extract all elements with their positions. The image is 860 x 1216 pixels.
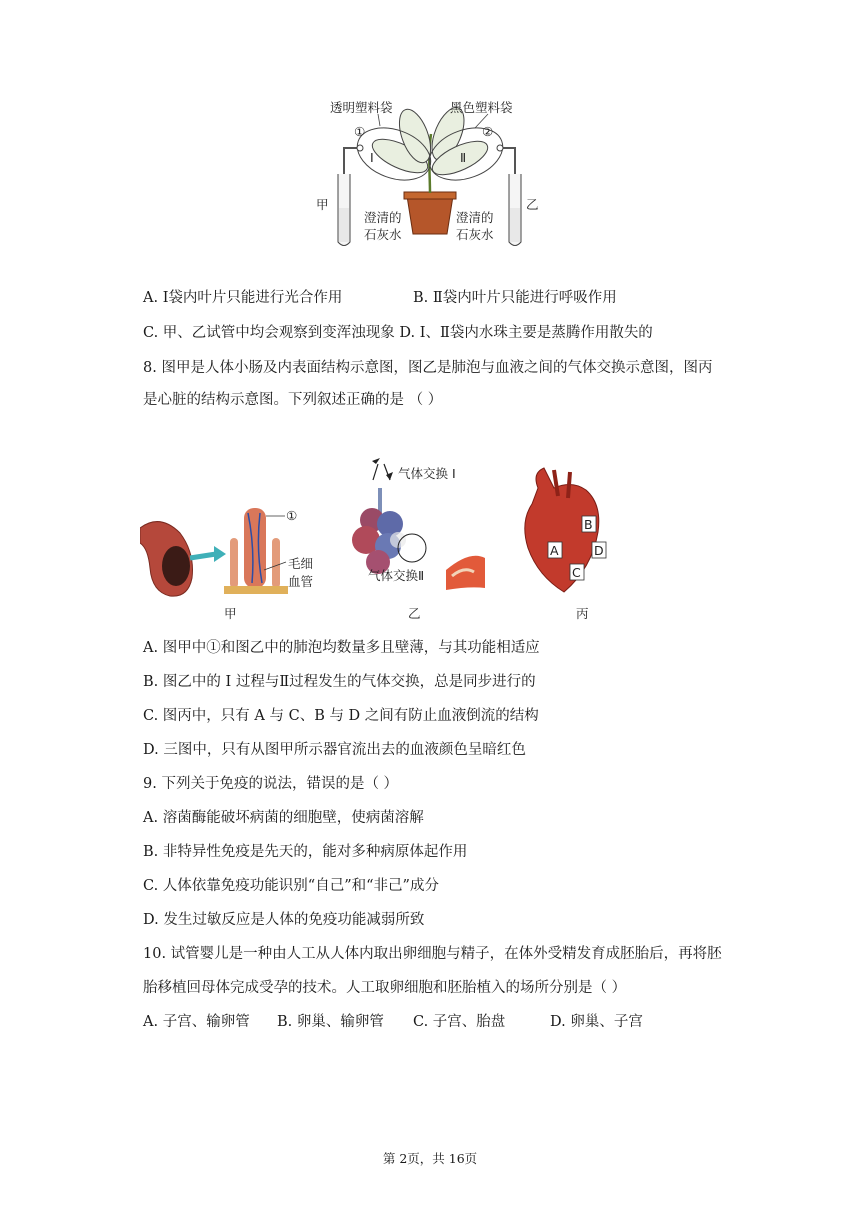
limewater-left-line2: 石灰水: [364, 227, 402, 242]
q10-option-d: D. 卵巢、子宫: [550, 1014, 643, 1030]
heart-chamber-C-label: C: [572, 565, 581, 580]
q10-option-c: C. 子宫、胎盘: [413, 1014, 506, 1030]
caption-jia: 甲: [224, 606, 237, 621]
q10-stem-line2: 胎移植回母体完成受孕的技术。人工取卵细胞和胚胎植入的场所分别是（ ）: [143, 980, 627, 996]
gas-exchange-II-label: 气体交换Ⅱ: [368, 568, 425, 583]
caption-yi: 乙: [408, 606, 421, 621]
bag-II-label: Ⅱ: [460, 150, 467, 165]
plant-experiment-figure: [310, 96, 560, 252]
heart-chamber-B-label: B: [584, 517, 593, 532]
caption-bing: 丙: [576, 606, 589, 621]
clear-bag-label: 透明塑料袋: [330, 100, 393, 115]
capillary-label-line1: 毛细: [288, 556, 314, 571]
page-footer: 第 2页，共 16页: [382, 1151, 478, 1166]
q8-option-a: A. 图甲中①和图乙中的肺泡均数量多且壁薄，与其功能相适应: [143, 640, 540, 656]
q7-option-a: A. Ⅰ袋内叶片只能进行光合作用: [143, 290, 343, 306]
capillary-label-line2: 血管: [288, 574, 314, 589]
tube-yi-label: 乙: [526, 197, 539, 212]
q8-stem-line1: 8. 图甲是人体小肠及内表面结构示意图，图乙是肺泡与血液之间的气体交换示意图，图丙: [143, 360, 713, 376]
q9-option-c: C. 人体依靠免疫功能识别“自己”和“非己”成分: [143, 878, 439, 894]
limewater-left-line1: 澄清的: [364, 210, 402, 225]
marker-2-label: ②: [482, 124, 494, 139]
q7-option-cd: C. 甲、乙试管中均会观察到变浑浊现象 D. Ⅰ、Ⅱ袋内水珠主要是蒸腾作用散失的: [143, 325, 653, 341]
q10-stem-line1: 10. 试管婴儿是一种由人工从人体内取出卵细胞与精子，在体外受精发育成胚胎后，再将胚: [143, 946, 722, 962]
tube-jia-label: 甲: [316, 197, 329, 212]
gas-exchange-I-label: 气体交换 I: [398, 466, 456, 481]
q10-option-b: B. 卵巢、输卵管: [277, 1014, 384, 1030]
q9-option-b: B. 非特异性免疫是先天的，能对多种病原体起作用: [143, 844, 468, 860]
q9-option-a: A. 溶菌酶能破坏病菌的细胞壁，使病菌溶解: [143, 810, 424, 826]
q9-stem: 9. 下列关于免疫的说法，错误的是（ ）: [143, 776, 399, 792]
q8-option-c: C. 图丙中，只有 A 与 C、B 与 D 之间有防止血液倒流的结构: [143, 708, 539, 724]
limewater-right-line2: 石灰水: [456, 227, 494, 242]
heart-chamber-D-label: D: [594, 543, 604, 558]
villus-marker-1-label: ①: [286, 508, 298, 523]
q8-option-b: B. 图乙中的 I 过程与Ⅱ过程发生的气体交换，总是同步进行的: [143, 674, 536, 690]
q8-figure: [140, 458, 620, 623]
marker-1-label: ①: [354, 124, 366, 139]
heart-chamber-A-label: A: [550, 543, 559, 558]
q8-option-d: D. 三图中，只有从图甲所示器官流出去的血液颜色呈暗红色: [143, 742, 526, 758]
q10-option-a: A. 子宫、输卵管: [143, 1014, 250, 1030]
q7-option-b: B. Ⅱ袋内叶片只能进行呼吸作用: [413, 290, 617, 306]
q9-option-d: D. 发生过敏反应是人体的免疫功能减弱所致: [143, 912, 425, 928]
bag-I-label: Ⅰ: [370, 150, 374, 165]
q8-stem-line2: 是心脏的结构示意图。下列叙述正确的是 （ ）: [143, 392, 443, 408]
limewater-right-line1: 澄清的: [456, 210, 494, 225]
black-bag-label: 黑色塑料袋: [450, 100, 513, 115]
